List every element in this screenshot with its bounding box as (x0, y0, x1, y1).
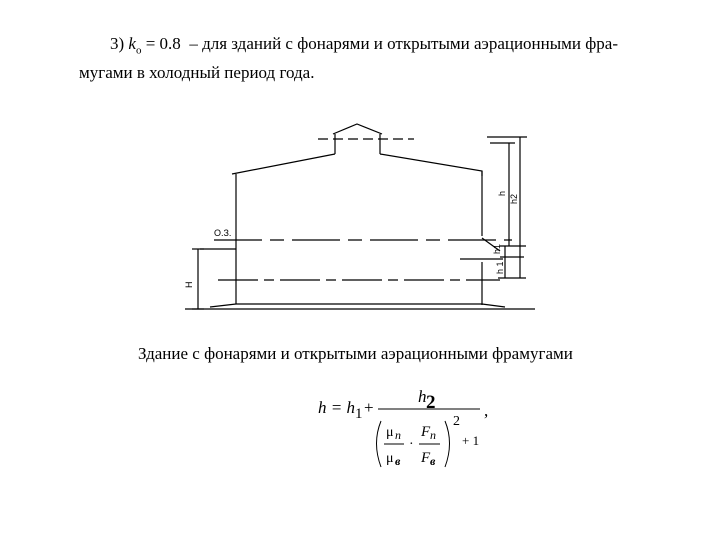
paragraph-line-2: мугами в холодный период года. (79, 63, 315, 82)
paragraph-number: 3) (110, 34, 125, 53)
k-subscript: o (135, 44, 142, 57)
formula-comma: , (484, 401, 489, 420)
k-symbol: k (128, 34, 136, 53)
formula-lhs: h = h (318, 398, 355, 417)
mu-n-symbol: μ (386, 425, 394, 440)
h1-lower-label: h 1 (495, 261, 505, 274)
F-n-symbol: F (421, 424, 431, 440)
h2-outer-label: h2 (509, 193, 519, 204)
power-exponent: 2 (453, 414, 460, 429)
k-value: = 0.8 (145, 34, 181, 53)
F-n-sub: n (430, 428, 436, 442)
F-v-sub: в (430, 454, 436, 468)
h2-inner-label: h (497, 190, 507, 196)
line1-text: для зданий с фонарями и открытыми аэрационными фра- (202, 34, 619, 53)
formula-numerator-sub: 2 (426, 392, 436, 413)
plus-one: + 1 (462, 433, 480, 448)
dot-operator: · (409, 437, 414, 452)
formula-lhs-sub: 1 (355, 406, 363, 422)
left-paren (377, 421, 382, 467)
F-v-symbol: F (421, 450, 431, 466)
formula-plus: + (364, 398, 374, 417)
right-paren (445, 421, 450, 467)
dash: – (189, 34, 198, 53)
mu-v-sub: в (395, 454, 401, 468)
mu-n-sub: n (395, 428, 401, 442)
zero-mark-label: О.З. (214, 228, 232, 238)
h-lower-label: H (184, 281, 194, 288)
h1-small-label: h1 (492, 243, 502, 254)
figure-caption: Здание с фонарями и открытыми аэрационными фрамугами (138, 344, 573, 363)
mu-v-symbol: μ (386, 451, 394, 466)
formula-numerator: h (418, 387, 427, 406)
